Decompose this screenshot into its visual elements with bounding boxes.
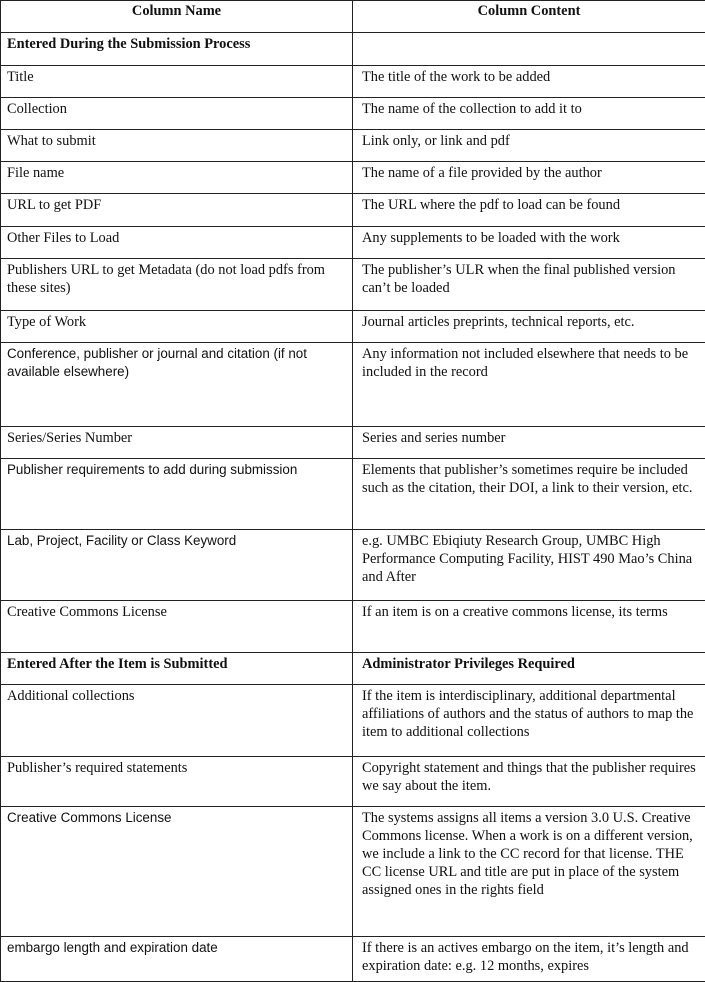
table-row — [1, 601, 705, 653]
column-name-cell: URL to get PDF — [1, 194, 353, 227]
table-body — [1, 33, 705, 982]
column-content-cell: The publisher’s ULR when the final published version can’t be loaded — [353, 259, 705, 311]
table-row — [1, 311, 705, 343]
column-name-cell: Creative Commons License — [1, 601, 353, 653]
column-name-header: Column Name — [1, 1, 353, 33]
column-name-cell: embargo length and expiration date — [1, 937, 353, 982]
table-row — [1, 130, 705, 162]
column-content-cell: If there is an actives embargo on the item, it’s length and expiration date: e.g. 12 months, expires — [353, 937, 705, 982]
column-content-cell: If the item is interdisciplinary, additional departmental affiliations of authors and the status of authors to map the item to additional collections — [353, 685, 705, 757]
table-row — [1, 459, 705, 530]
column-content-cell: If an item is on a creative commons license, its terms — [353, 601, 705, 653]
table-row — [1, 194, 705, 227]
column-name-cell: Collection — [1, 98, 353, 130]
column-content-cell: Elements that publisher’s sometimes require be included such as the citation, their DOI, a link to their version, etc. — [353, 459, 705, 530]
column-name-cell: Additional collections — [1, 685, 353, 757]
column-content-cell — [353, 33, 705, 66]
column-name-cell: Other Files to Load — [1, 227, 353, 259]
table-row — [1, 757, 705, 807]
table-row — [1, 530, 705, 601]
table-row — [1, 343, 705, 427]
column-name-cell: Series/Series Number — [1, 427, 353, 459]
column-content-cell: Administrator Privileges Required — [353, 653, 705, 685]
section-row — [1, 33, 705, 66]
table-row — [1, 98, 705, 130]
column-content-cell: Any information not included elsewhere that needs to be included in the record — [353, 343, 705, 427]
column-content-cell: Series and series number — [353, 427, 705, 459]
column-content-cell: The title of the work to be added — [353, 66, 705, 98]
table-row — [1, 685, 705, 757]
column-name-cell: Type of Work — [1, 311, 353, 343]
column-content-cell: e.g. UMBC Ebiqiuty Research Group, UMBC High Performance Computing Facility, HIST 490 Mao’s China and After — [353, 530, 705, 601]
column-name-cell: Creative Commons License — [1, 807, 353, 937]
column-name-cell: Entered After the Item is Submitted — [1, 653, 353, 685]
table-header-row — [1, 1, 705, 33]
table-row — [1, 259, 705, 311]
column-content-cell: The systems assigns all items a version 3.0 U.S. Creative Commons license. When a work is on a different version, we include a link to the CC record for that license. THE CC license URL and title are put in place of the system assigned ones in the rights field — [353, 807, 705, 937]
column-name-cell: Publisher requirements to add during submission — [1, 459, 353, 530]
column-name-cell: Entered During the Submission Process — [1, 33, 353, 66]
column-name-cell: File name — [1, 162, 353, 194]
column-content-cell: The URL where the pdf to load can be found — [353, 194, 705, 227]
column-content-cell: Link only, or link and pdf — [353, 130, 705, 162]
column-name-cell: What to submit — [1, 130, 353, 162]
column-name-cell: Lab, Project, Facility or Class Keyword — [1, 530, 353, 601]
table-row — [1, 427, 705, 459]
column-content-cell: Any supplements to be loaded with the work — [353, 227, 705, 259]
column-name-cell: Conference, publisher or journal and citation (if not available elsewhere) — [1, 343, 353, 427]
table-row — [1, 162, 705, 194]
column-name-cell: Publisher’s required statements — [1, 757, 353, 807]
column-content-header: Column Content — [353, 1, 705, 33]
column-name-cell: Publishers URL to get Metadata (do not load pdfs from these sites) — [1, 259, 353, 311]
section-row — [1, 653, 705, 685]
table-row — [1, 807, 705, 937]
column-content-cell: The name of a file provided by the author — [353, 162, 705, 194]
column-name-cell: Title — [1, 66, 353, 98]
column-content-cell: Copyright statement and things that the publisher requires we say about the item. — [353, 757, 705, 807]
table-row — [1, 937, 705, 982]
table-row — [1, 227, 705, 259]
column-content-cell: Journal articles preprints, technical reports, etc. — [353, 311, 705, 343]
table-row — [1, 66, 705, 98]
column-content-cell: The name of the collection to add it to — [353, 98, 705, 130]
